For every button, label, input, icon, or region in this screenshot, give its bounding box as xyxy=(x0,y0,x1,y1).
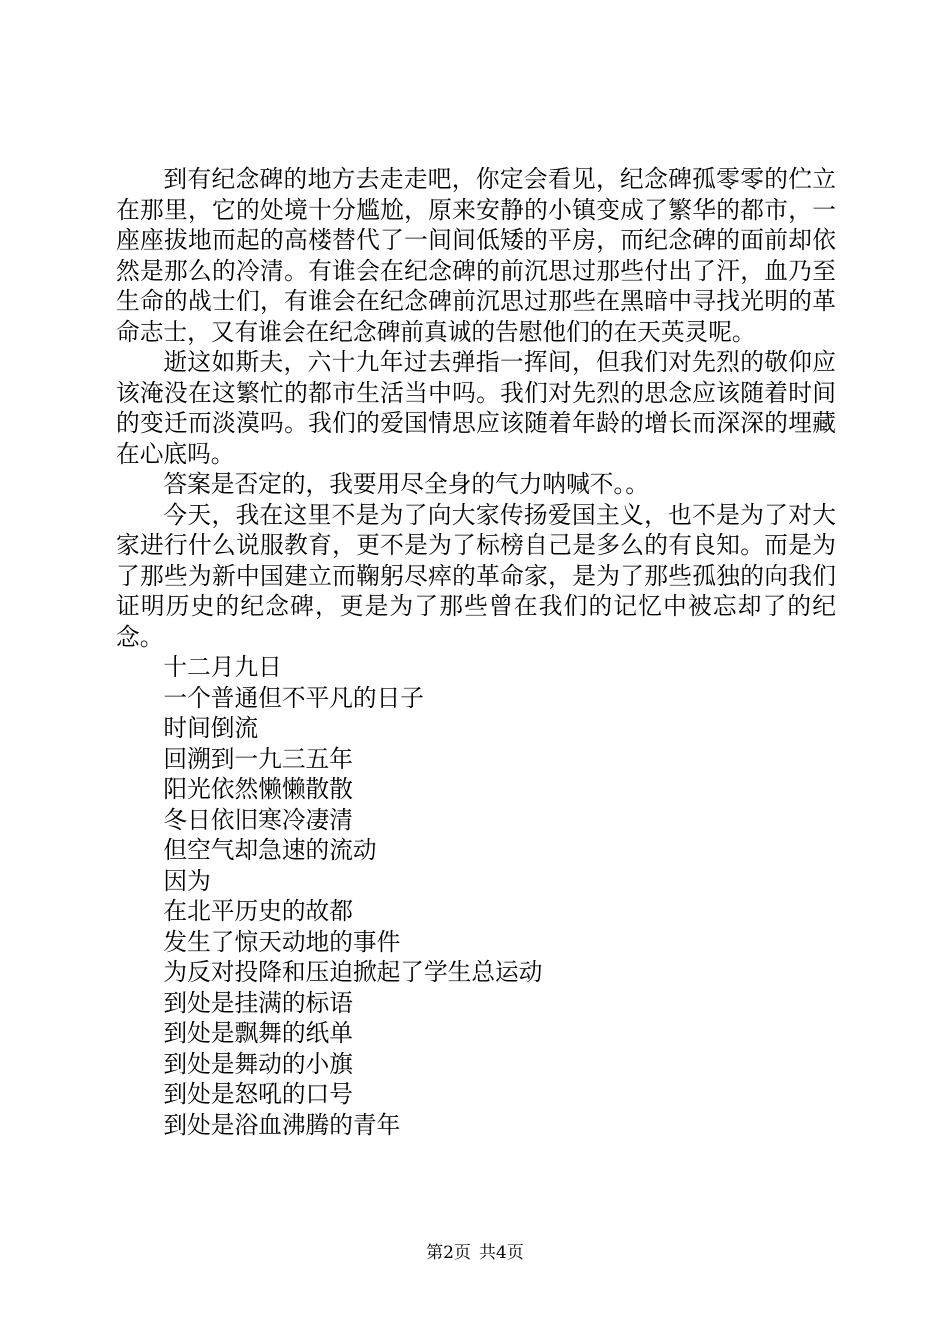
poem-line: 到处是怒吼的口号 xyxy=(163,1080,353,1108)
poem-line: 为反对投降和压迫掀起了学生总运动 xyxy=(163,958,543,986)
body-paragraph: 答案是否定的，我要用尽全身的气力呐喊不。。 xyxy=(163,470,649,498)
current-page-number: 第2页 xyxy=(426,1243,471,1263)
poem-line: 在北平历史的故都 xyxy=(163,897,353,925)
total-pages: 共4页 xyxy=(479,1243,524,1263)
body-paragraph: 今天，我在这里不是为了向大家传扬爱国主义，也不是为了对大家进行什么说服教育，更不是为了标榜自己是多么的有良知。而是为了那些为新中国建立而鞠躬尽瘁的革命家，是为了那些孤独的向我们证明历史的纪念碑，更是为了那些曾在我们的记忆中被忘却了的纪念。 xyxy=(116,500,836,651)
poem-line: 到处是挂满的标语 xyxy=(163,988,353,1017)
document-body xyxy=(116,164,836,1140)
poem-line: 但空气却急速的流动 xyxy=(163,836,377,864)
poem-line: 到处是舞动的小旗 xyxy=(163,1049,353,1078)
body-paragraph: 逝这如斯夫，六十九年过去弹指一挥间，但我们对先烈的敬仰应该淹没在这繁忙的都市生活当中吗。我们对先烈的思念应该随着时间的变迁而淡漠吗。我们的爱国情思应该随着年龄的增长而深深的埋藏在心底吗。 xyxy=(116,348,836,468)
poem-line: 一个普通但不平凡的日子 xyxy=(163,683,424,712)
poem-line: 回溯到一九三五年 xyxy=(163,744,353,773)
poem-line: 阳光依然懒懒散散 xyxy=(163,775,353,803)
poem-line: 冬日依旧寒冷凄清 xyxy=(163,805,353,834)
poem-line: 因为 xyxy=(163,866,211,895)
poem-line: 十二月九日 xyxy=(163,653,282,681)
body-paragraph: 到有纪念碑的地方去走走吧，你定会看见，纪念碑孤零零的伫立在那里，它的处境十分尴尬，原来安静的小镇变成了繁华的都市，一座座拔地而起的高楼替代了一间间低矮的平房，而纪念碑的面前却依然是那么的冷清。有谁会在纪念碑的前沉思过那些付出了汗，血乃至生命的战士们，有谁会在纪念碑前沉思过那些在黑暗中寻找光明的革命志士，又有谁会在纪念碑前真诚的告慰他们的在天英灵呢。 xyxy=(116,165,836,346)
page-footer xyxy=(0,1242,950,1264)
poem-section xyxy=(116,652,836,1140)
poem-line: 时间倒流 xyxy=(163,714,259,742)
poem-line: 发生了惊天动地的事件 xyxy=(163,927,401,956)
poem-line: 到处是浴血沸腾的青年 xyxy=(163,1110,401,1139)
poem-line: 到处是飘舞的纸单 xyxy=(163,1019,353,1047)
